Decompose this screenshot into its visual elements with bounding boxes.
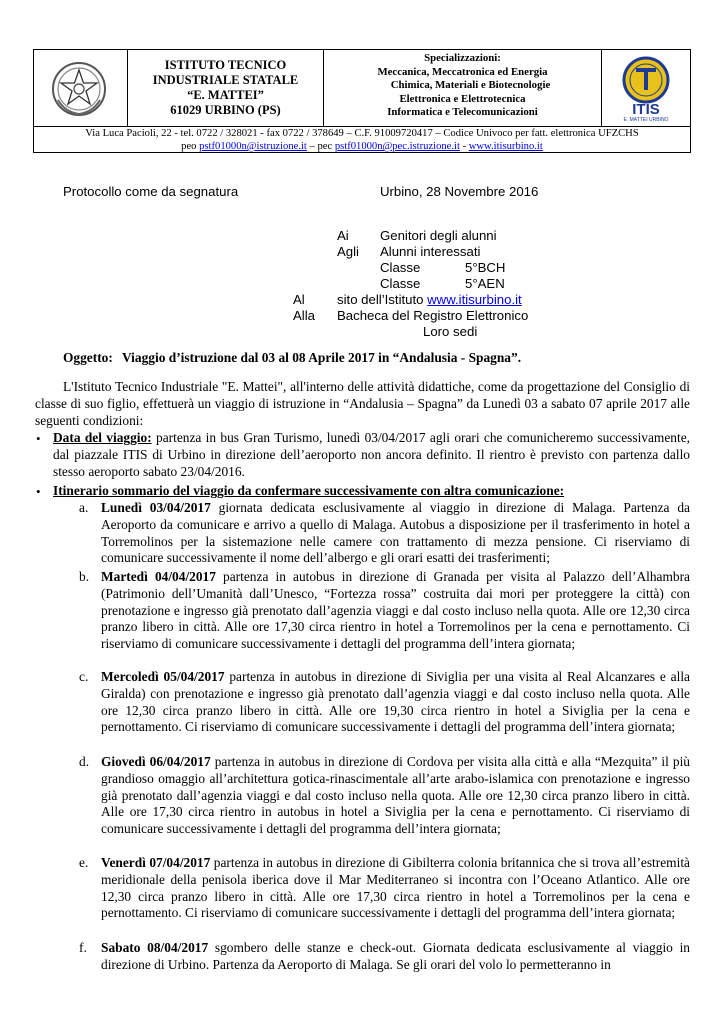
school-address [34, 127, 690, 153]
bullet-1-text: partenza in bus Gran Turismo, lunedì 03/04/2017 agli orari che comunicheremo successivamente, dal piazzale ITIS di Urbino in direzione dell’aeroporto non ancora definito. Il rientro è previsto con partenza dallo stesso aeroporto sabato 23/04/2016. [53, 430, 690, 479]
itinerary-text-f: sgombero delle stanze e check-out. Giornata dedicata esclusivamente al viaggio in direzione di Urbino. Partenza da Aeroporto di Malaga. Se gli orari del volo lo permetteranno in [101, 940, 690, 972]
recipient-al: Al [293, 292, 305, 307]
itinerary-letter-d: d. [79, 754, 90, 769]
protocol-text: Protocollo come da segnatura [63, 184, 239, 199]
bullet-1-title: Data del viaggio: [53, 430, 152, 445]
address-line: Via Luca Pacioli, 22 - tel. 0722 / 328021 - fax 0722 / 378649 – C.F. 91009720417 – Codice Univoco per fatt. elettronica UFZCHS [85, 128, 639, 139]
peo-prefix: peo [181, 141, 200, 152]
recipient-agli: Agli [337, 244, 359, 259]
website-link[interactable]: www.itisurbino.it [468, 141, 543, 152]
itinerary-text-a: giornata dedicata esclusivamente al viaggio in direzione di Malaga. Partenza da Aeroporto da comunicare e arrivo a quello di Malaga. Autobus a disposizione per il trasferimento in hotel a Torremolinos per la sistemazione nelle camere con trattamento di mezza pensione. Ci riserviamo di comunicare successivamente il nome dell’albergo e gli orari esatti dei trasferimenti; [101, 500, 690, 566]
place-date: Urbino, 28 Novembre 2016 [380, 184, 539, 199]
school-line-2: INDUSTRIALE STATALE [152, 73, 299, 87]
recipient-loro-sedi: Loro sedi [423, 324, 478, 339]
emblem-cell [34, 50, 128, 126]
recipient-alla: Alla [293, 308, 315, 323]
intro-paragraph: L'Istituto Tecnico Industriale "E. Mattei", all'interno delle attività didattiche, come da progettazione del Consiglio di classe di suo figlio, effettuerà un viaggio di istruzione in “Andalusia – Spagna” da Lunedì 03 a sabato 07 aprile 2017 alle seguenti condizioni: [35, 379, 690, 428]
itinerary-item-a [101, 500, 690, 567]
itis-logo-cell [602, 50, 690, 126]
itinerary-item-b [101, 569, 690, 653]
school-name-cell [128, 50, 324, 126]
bullet-2-title [53, 483, 690, 500]
school-line-3: “E. MATTEI” [187, 88, 264, 102]
itinerary-text-b: partenza in autobus in direzione di Granada per visita al Palazzo dell’Alhambra (Patrimonio dell’Umanità dall’Unesco, “Fortezza rossa” costruita dai mori per proteggere la città) con prenotazione e ingresso già prenotato dall’agenzia viaggi e dal costo incluso nella quota. Alle ore 12,30 circa pranzo libero in città. Alle ore 17,30 circa rientro in hotel a Torremolinos per la cena e pernottamento. Ci riserviamo di comunicare successivamente i dettagli del programma dell’intera giornata; [101, 569, 690, 652]
svg-text:E. MATTEI URBINO: E. MATTEI URBINO [623, 117, 669, 122]
itinerary-text-d: partenza in autobus in direzione di Cordova per visita alla città e alla “Mezquita” il più grandioso omaggio all’architettura gotica-rinascimentale all’arte arabo-islamica con prenotazione e ingresso già prenotato dall’agenzia viaggi e dal costo incluso nella quota. Alle ore 12,30 circa pranzo libero in città. Alle ore 17,30 circa rientro in autobus in hotel a Siviglia per la cena e pernottamento. Ci riserviamo di comunicare successivamente i dettagli del programma dell’intera giornata; [101, 754, 690, 837]
class-label-1: Classe [380, 260, 421, 275]
itinerary-letter-c: c. [79, 669, 89, 684]
itinerary-letter-a: a. [79, 500, 89, 515]
itinerary-day-c: Mercoledì 05/04/2017 [101, 669, 225, 684]
spec-line-3: Chimica, Materiali e Biotecnologie [390, 79, 551, 92]
school-line-4: 61029 URBINO (PS) [170, 103, 281, 117]
recipient-alunni: Alunni interessati [380, 244, 481, 259]
italian-republic-emblem-icon [50, 60, 108, 118]
school-line-1: ISTITUTO TECNICO [164, 58, 287, 72]
itinerary-day-d: Giovedì 06/04/2017 [101, 754, 211, 769]
pec-email-link[interactable]: pstf01000n@pec.istruzione.it [334, 141, 460, 152]
itinerary-letter-f: f. [79, 940, 87, 955]
itinerary-letter-e: e. [79, 855, 89, 870]
bullet-1-paragraph [53, 430, 690, 480]
itinerary-day-f: Sabato 08/04/2017 [101, 940, 209, 955]
itinerary-day-a: Lunedì 03/04/2017 [101, 500, 211, 515]
itinerary-letter-b: b. [79, 569, 90, 584]
itinerary-text-c: partenza in autobus in direzione di Siviglia per una visita al Real Alcanzares e alla Giralda) con prenotazione e ingresso già prenotato dall’agenzia viaggi e dal costo incluso nella quota. Alle ore 12,30 circa pranzo libero in città. Alle ore 19,30 circa rientro in hotel a Siviglia per la cena e pernottamento. Ci riserviamo di comunicare successivamente i dettagli del programma dell’intera giornata; [101, 669, 690, 735]
spec-line-5: Informatica e Telecomunicazioni [387, 106, 538, 119]
school-name [128, 58, 323, 118]
letterhead-top-row [34, 50, 690, 127]
letterhead [33, 49, 691, 153]
itinerary-item-e [101, 855, 690, 922]
itis-logo-icon [612, 54, 680, 122]
recipient-ai: Ai [337, 228, 349, 243]
class-value-1: 5°BCH [465, 260, 506, 275]
itinerary-item-f [101, 940, 690, 974]
subject-label: Oggetto: [63, 350, 113, 365]
bullet-2-marker: • [36, 484, 41, 499]
bullet-1-marker: • [36, 431, 41, 446]
itinerary-item-d [101, 754, 690, 838]
specializations-cell [324, 50, 602, 126]
recipient-bacheca: Bacheca del Registro Elettronico [337, 308, 529, 323]
specializations [324, 52, 601, 120]
class-value-2: 5°AEN [465, 276, 505, 291]
itinerary-text-e: partenza in autobus in direzione di Gibilterra colonia britannica che si trova all’estremità meridionale della penisola iberica dove il Mar Mediterraneo si incontra con l’Oceano Atlantico. Alle ore 12,30 circa pranzo libero in città. Alle ore 17,30 circa rientro in hotel a Torremolinos per la cena e pernottamento. Ci riserviamo di comunicare successivamente i dettagli del programma dell’intera giornata; [101, 855, 690, 921]
itinerary-day-e: Venerdì 07/04/2017 [101, 855, 211, 870]
web-separator: - [459, 141, 469, 152]
spec-line-1: Specializzazioni: [424, 52, 501, 64]
svg-text:ITIS: ITIS [632, 101, 660, 118]
peo-email-link[interactable]: pstf01000n@istruzione.it [199, 141, 307, 152]
spec-line-2: Meccanica, Meccatronica ed Energia [377, 65, 548, 78]
bullet-2-title-text: Itinerario sommario del viaggio da confermare successivamente con altra comunicazione: [53, 483, 565, 498]
class-label-2: Classe [380, 276, 421, 291]
subject-text: Viaggio d’istruzione dal 03 al 08 Aprile 2017 in “Andalusia - Spagna”. [122, 350, 522, 365]
itinerary-item-c [101, 669, 690, 736]
sito-prefix: sito dell’Istituto [337, 292, 428, 307]
contacts-line [34, 140, 690, 153]
pec-prefix: – pec [306, 141, 335, 152]
recipient-sito [337, 292, 522, 307]
spec-line-4: Elettronica e Elettrotecnica [399, 92, 526, 105]
recipient-genitori: Genitori degli alunni [380, 228, 497, 243]
sito-link[interactable]: www.itisurbino.it [427, 292, 522, 307]
itinerary-day-b: Martedì 04/04/2017 [101, 569, 216, 584]
